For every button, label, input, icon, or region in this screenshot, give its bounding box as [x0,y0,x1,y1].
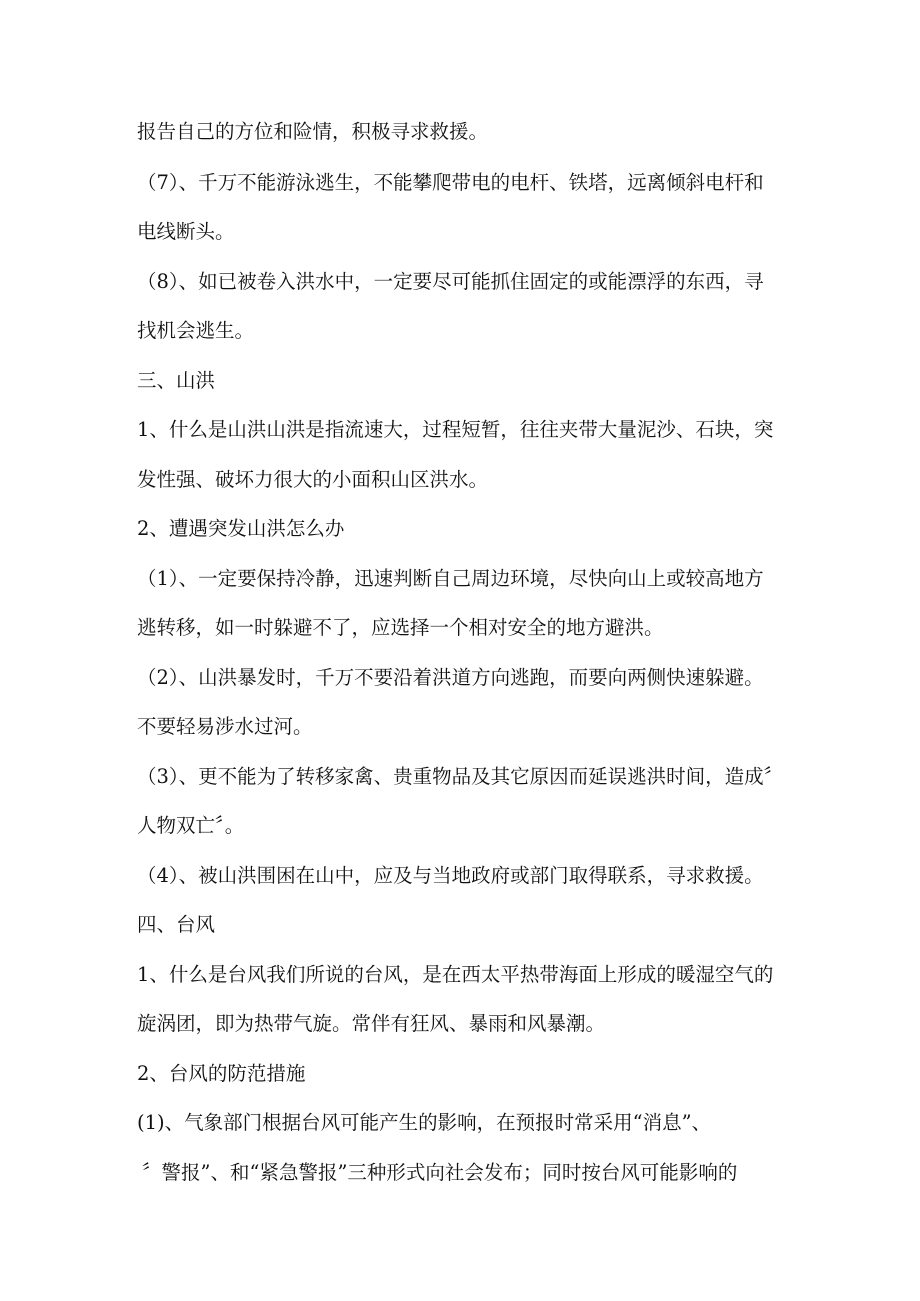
text-line: 报告自己的方位和险情，积极寻求救援。 [137,120,489,143]
text-line: （1）、一定要保持冷静，迅速判断自己周边环境，尽快向山上或较高地方 [137,567,764,590]
text-line: 找机会逃生。 [137,319,255,342]
subheading: 2、台风的防范措施 [137,1062,306,1085]
text-line: 1、什么是台风我们所说的台风，是在西太平热带海面上形成的暖湿空气的 [137,963,774,986]
subheading: 2、遭遇突发山洪怎么办 [137,517,345,540]
text-line: （8）、如已被卷入洪水中，一定要尽可能抓住固定的或能漂浮的东西，寻 [137,270,764,293]
text-line: 1、什么是山洪山洪是指流速大，过程短暂，往往夹带大量泥沙、石块，突 [137,418,774,441]
text-line: （4）、被山洪围困在山中，应及与当地政府或部门取得联系，寻求救援。 [137,864,764,887]
text-line: 〞警报”、和“紧急警报”三种形式向社会发布；同时按台风可能影响的 [142,1161,738,1184]
text-line: 电线断头。 [137,220,235,243]
text-line: （7）、千万不能游泳逃生，不能攀爬带电的电杆、铁塔，远离倾斜电杆和 [137,171,764,194]
text-line: （2）、山洪暴发时，千万不要沿着洪道方向逃跑，而要向两侧快速躲避。 [137,666,764,689]
section-heading: 三、山洪 [137,369,216,392]
text-line: (1)、气象部门根据台风可能产生的影响，在预报时常采用“消息”、 [137,1111,712,1134]
text-line: 逃转移，如一时躲避不了，应选择一个相对安全的地方避洪。 [137,616,664,639]
text-line: 旋涡团，即为热带气旋。常伴有狂风、暴雨和风暴潮。 [137,1012,606,1035]
text-line: 人物双亡〞。 [137,814,245,837]
text-line: 发性强、破坏力很大的小面积山区洪水。 [137,468,489,491]
section-heading: 四、台风 [137,913,216,936]
text-line: 不要轻易涉水过河。 [137,715,313,738]
text-line: （3）、更不能为了转移家禽、贵重物品及其它原因而延误逃洪时间，造成〞 [137,765,784,788]
